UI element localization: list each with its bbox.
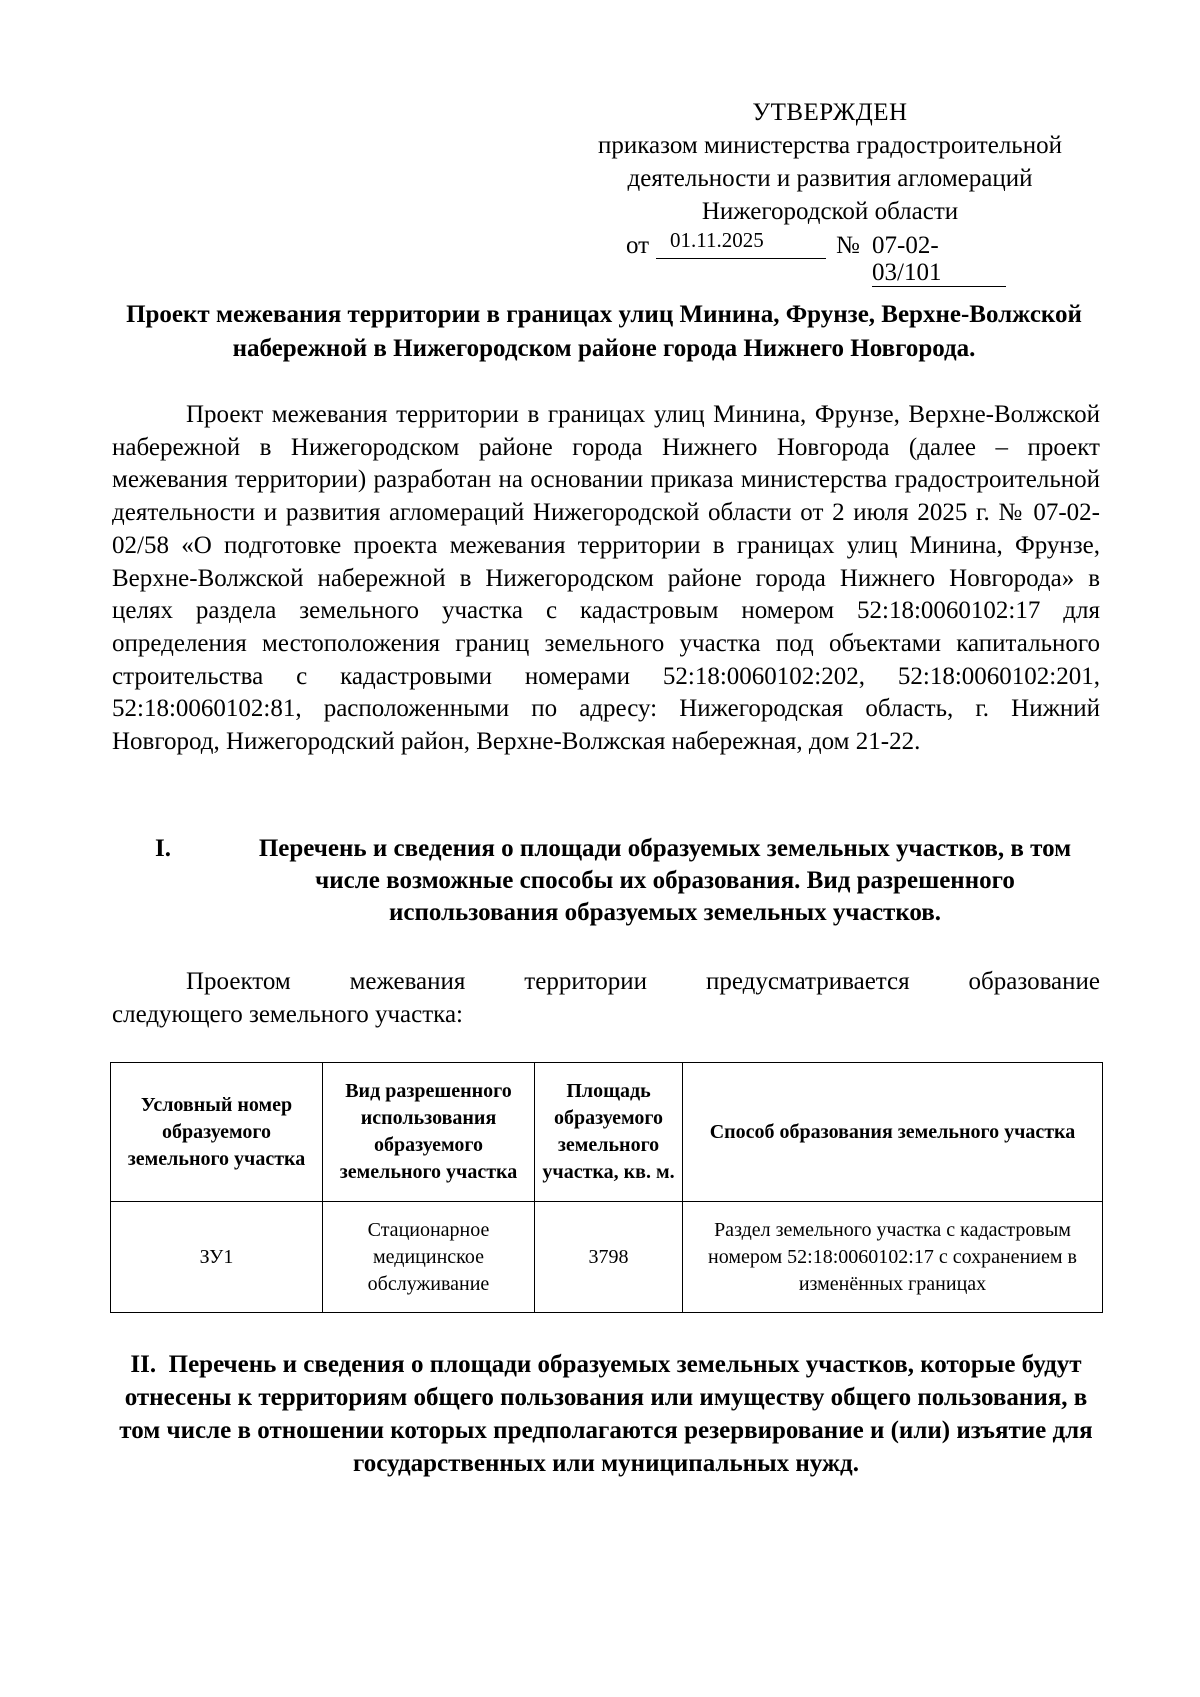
- section-1-heading-text: Перечень и сведения о площади образуемых земельных участков, в том числе возможные способы их образования. Вид разрешенного использования образуемых земельных участков.: [258, 835, 1072, 926]
- cell-permitted-use: Стационарное медицинское обслуживание: [323, 1202, 535, 1313]
- land-plots-table: [110, 1062, 1103, 1313]
- number-mark: №: [836, 232, 860, 259]
- table-row: [111, 1202, 1103, 1313]
- order-date: 01.11.2025: [670, 228, 764, 252]
- approval-line-3: Нижегородской области: [701, 198, 959, 225]
- approval-block: [560, 96, 1100, 228]
- section-1-intro-line-1: Проектом межевания территории предусматривается образование: [186, 968, 1100, 995]
- date-prefix: от: [626, 232, 650, 259]
- header-permitted-use: Вид разрешенного использования образуемого земельного участка: [323, 1063, 535, 1202]
- cell-plot-number: ЗУ1: [111, 1202, 323, 1313]
- intro-paragraph: Проект межевания территории в границах улиц Минина, Фрунзе, Верхне-Волжской набережной в Нижегородском районе города Нижнего Новгорода (далее – проект межевания территории) разработан на основании приказа министерства градостроительной деятельности и развития агломераций Нижегородской области от 2 июля 2025 г. № 07-02-02/58 «О подготовке проекта межевания территории в границах улиц Минина, Фрунзе, Верхне-Волжской набережной в Нижегородском районе города Нижнего Новгорода» в целях раздела земельного участка с кадастровым номером 52:18:0060102:17 для определения местоположения границ земельного участка под объектами капитального строительства с кадастровыми номерами 52:18:0060102:202, 52:18:0060102:201, 52:18:0060102:81, расположенными по адресу: Нижегородская область, г. Нижний Новгород, Нижегородский район, Верхне-Волжская набережная, дом 21-22.: [112, 401, 1100, 756]
- approval-line-2: деятельности и развития агломераций: [627, 165, 1033, 192]
- date-field: [656, 228, 826, 259]
- section-2-heading-text: Перечень и сведения о площади образуемых земельных участков, которые будут отнесены к территориям общего пользования или имуществу общего пользования, в том числе в отношении которых предполагаются резервирование и (или) изъятие для государственных или муниципальных нужд.: [119, 1351, 1093, 1477]
- section-1-numeral: I.: [155, 835, 171, 862]
- section-1-intro-line-2: следующего земельного участка:: [112, 1001, 463, 1028]
- order-reference: [626, 228, 1006, 286]
- header-area: Площадь образуемого земельного участка, кв. м.: [535, 1063, 683, 1202]
- approval-stamp: УТВЕРЖДЕН: [752, 99, 908, 126]
- table-header-row: [111, 1063, 1103, 1202]
- header-plot-number: Условный номер образуемого земельного участка: [111, 1063, 323, 1202]
- approval-line-1: приказом министерства градостроительной: [598, 132, 1062, 159]
- section-1-intro: [112, 965, 1100, 1031]
- document-title: Проект межевания территории в границах улиц Минина, Фрунзе, Верхне-Волжской набережной в Нижегородском районе города Нижнего Новгорода.: [126, 301, 1082, 362]
- section-1-heading: [150, 833, 1100, 929]
- section-2-heading: [110, 1348, 1102, 1480]
- header-formation-method: Способ образования земельного участка: [683, 1063, 1103, 1202]
- section-2-numeral: II.: [130, 1351, 157, 1378]
- order-number: 07-02-03/101: [872, 232, 1006, 287]
- cell-formation-method: Раздел земельного участка с кадастровым номером 52:18:0060102:17 с сохранением в изменённых границах: [683, 1202, 1103, 1313]
- cell-area: 3798: [535, 1202, 683, 1313]
